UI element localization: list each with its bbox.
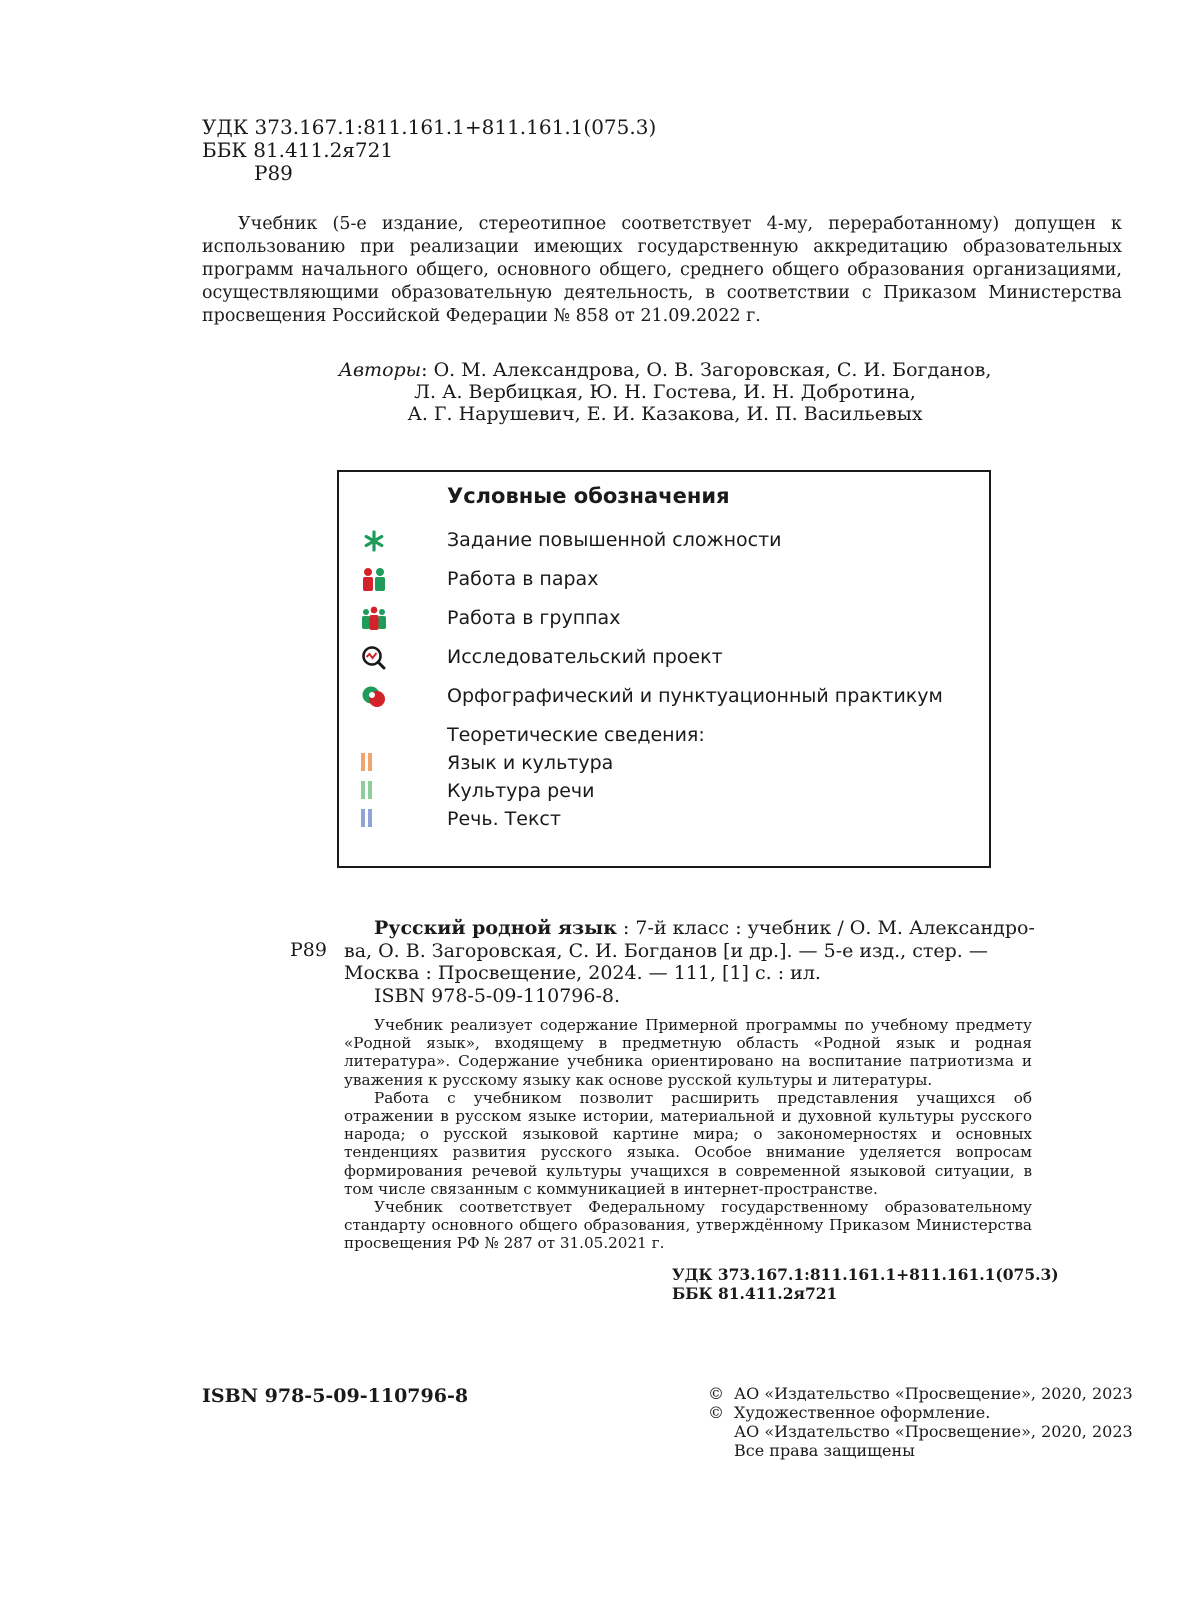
authors-label: Авторы <box>338 359 422 381</box>
catalog-line-3: Москва : Просвещение, 2024. — 111, [1] с. : ил. <box>344 962 821 984</box>
legend-title: Условные обозначения <box>447 484 730 508</box>
legend-item-research <box>339 643 979 673</box>
legend-label: Орфографический и пунктуационный практикум <box>447 685 943 707</box>
copyright-line-2: Художественное оформление. <box>734 1403 991 1422</box>
catalog-line-2: ва, О. В. Загоровская, С. И. Богданов [и др.]. — 5-е изд., стер. — <box>344 939 988 962</box>
author-sign-code: Р89 <box>254 161 293 185</box>
legend-label: Речь. Текст <box>447 808 561 830</box>
catalog-code: Р89 <box>290 939 327 961</box>
blue-bars-icon <box>361 809 375 827</box>
pair-icon <box>361 567 387 593</box>
catalog-line-1: : 7-й класс : учебник / О. М. Александро- <box>616 917 1035 939</box>
authors-line-2: Л. А. Вербицкая, Ю. Н. Гостева, И. Н. Добротина, <box>414 381 916 403</box>
legend-label: Культура речи <box>447 780 595 802</box>
asterisk-icon <box>361 528 387 554</box>
green-bars-icon <box>361 781 375 799</box>
copyright-line-4: Все права защищены <box>734 1441 915 1460</box>
book-title: Русский родной язык <box>374 917 617 939</box>
udk-code-bottom: УДК 373.167.1:811.161.1+811.161.1(075.3) <box>672 1265 1059 1284</box>
legend-item-pairs <box>339 565 979 595</box>
legend-item-advanced <box>339 526 979 556</box>
copyright-block <box>708 1384 1133 1460</box>
theory-heading: Теоретические сведения: <box>447 724 705 746</box>
authors-line-1: О. М. Александрова, О. В. Загоровская, С. И. Богданов, <box>433 359 992 381</box>
bbk-code: ББК 81.411.2я721 <box>202 138 394 162</box>
catalog-isbn: ISBN 978-5-09-110796-8. <box>374 984 621 1007</box>
isbn: ISBN 978-5-09-110796-8 <box>202 1385 469 1407</box>
copyright-line-3: АО «Издательство «Просвещение», 2020, 2023 <box>734 1422 1133 1441</box>
authors-line-3: А. Г. Нарушевич, Е. И. Казакова, И. П. Васильевых <box>407 403 923 425</box>
approval-note: Учебник (5-е издание, стереотипное соответствует 4-му, переработанному) допущен к использованию при реализации имеющих государственную аккредитацию образовательных программ начального общего, основного общего, среднего общего образования организациями, осуществляющими образовательную деятельность, в соответствии с Приказом Министерства просвещения Российской Федерации № 858 от 21.09.2022 г. <box>202 214 1122 326</box>
legend-item-groups <box>339 604 979 634</box>
legend-label: Исследовательский проект <box>447 646 723 668</box>
legend-label: Язык и культура <box>447 752 614 774</box>
orange-bars-icon <box>361 753 375 771</box>
research-icon <box>361 645 387 671</box>
book-description <box>344 1016 1032 1253</box>
description-paragraph: Учебник соответствует Федеральному государственному образовательному стандарту основного общего образования, утверждённому Приказом Министерства просвещения РФ № 287 от 31.05.2021 г. <box>344 1198 1032 1253</box>
classification-block <box>202 116 656 185</box>
copyright-line-1: АО «Издательство «Просвещение», 2020, 2023 <box>734 1384 1133 1403</box>
catalog-card <box>290 917 1035 1007</box>
classification-bottom <box>672 1265 1059 1303</box>
legend-theory-language-culture <box>339 749 979 779</box>
description-paragraph: Работа с учебником позволит расширить представления учащихся об отражении в русском языке истории, материальной и духовной культуры русского народа; о русской языковой картине мира; о закономерностях и основных тенденциях развития русского языка. Особое внимание уделяется вопросам формирования речевой культуры учащихся в современной языковой ситуации, в том числе связанным с коммуникацией в интернет-пространстве. <box>344 1088 1032 1198</box>
legend-label: Задание повышенной сложности <box>447 529 782 551</box>
copyright-symbol: © <box>708 1403 724 1422</box>
practicum-icon <box>361 684 387 710</box>
bbk-code-bottom: ББК 81.411.2я721 <box>672 1284 838 1303</box>
description-paragraph: Учебник реализует содержание Примерной программы по учебному предмету «Родной язык», входящему в предметную область «Родной язык и родная литература». Содержание учебника ориентировано на воспитание патриотизма и уважения к русскому языку как основе русской культуры и литературы. <box>344 1016 1032 1089</box>
legend-theory-speech-text <box>339 805 979 835</box>
group-icon <box>361 606 387 632</box>
authors-block: Авторы: О. М. Александрова, О. В. Загоровская, С. И. Богданов, Л. А. Вербицкая, Ю. Н. Гостева, И. Н. Добротина, А. Г. Нарушевич, Е. И. Казакова, И. П. Васильевых <box>300 359 1030 425</box>
udk-code: УДК 373.167.1:811.161.1+811.161.1(075.3) <box>202 115 657 139</box>
legend-box <box>337 470 991 868</box>
legend-theory-speech-culture <box>339 777 979 807</box>
legend-theory-heading <box>339 721 979 751</box>
legend-label: Работа в парах <box>447 568 599 590</box>
legend-item-practicum <box>339 682 979 712</box>
copyright-symbol: © <box>708 1384 724 1403</box>
legend-label: Работа в группах <box>447 607 621 629</box>
